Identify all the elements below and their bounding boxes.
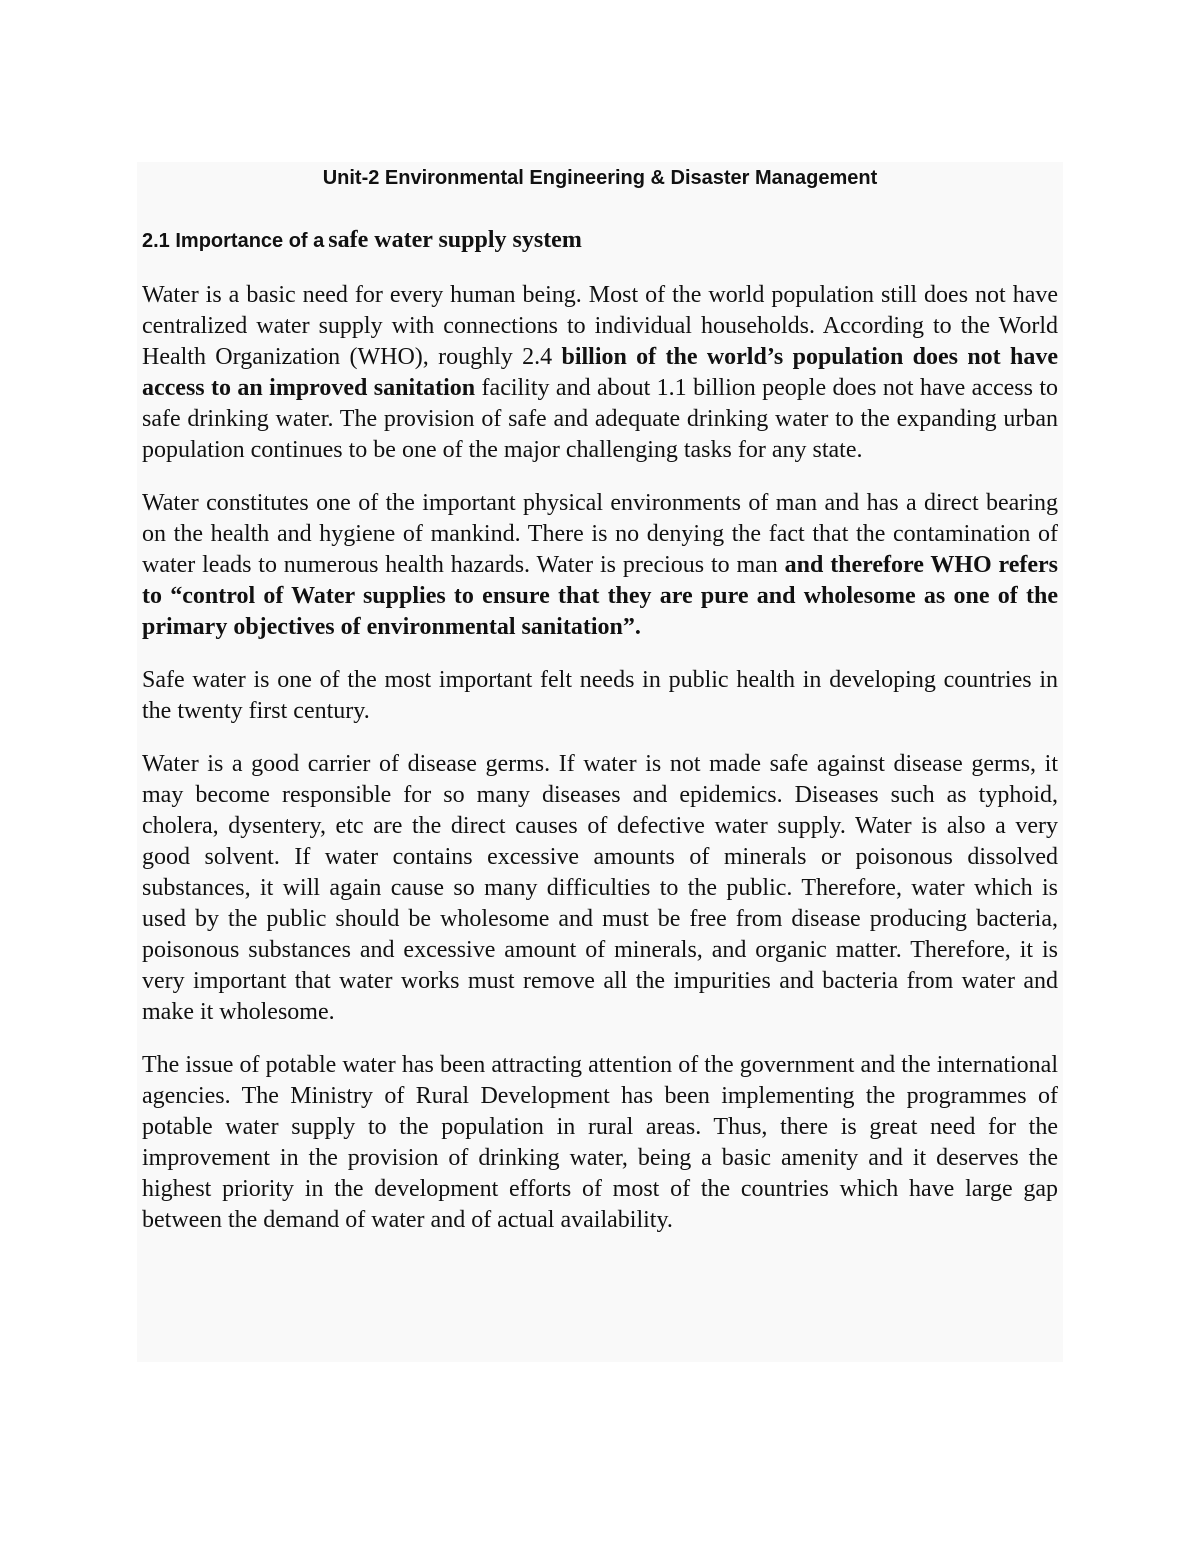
paragraph-5: The issue of potable water has been attracting attention of the government and the international agencies. The Ministry of Rural Development has been implementing the programmes of potable water supply to the population in rural areas. Thus, there is great need for the improvement in the provision of drinking water, being a basic amenity and it deserves the highest priority in the development efforts of most of the countries which have large gap between the demand of water and of actual availability.	[142, 1052, 1058, 1233]
section-heading	[142, 223, 1058, 260]
paragraph-4: Water is a good carrier of disease germs. If water is not made safe against disease germs, it may become responsible for so many diseases and epidemics. Diseases such as typhoid, cholera, dysentery, etc are the direct causes of defective water supply. Water is also a very good solvent. If water contains excessive amounts of minerals or poisonous dissolved substances, it will again cause so many difficulties to the public. Therefore, water which is used by the public should be wholesome and must be free from disease producing bacteria, poisonous substances and excessive amount of minerals, and organic matter. Therefore, it is very important that water works must remove all the impurities and bacteria from water and make it wholesome.	[142, 751, 1058, 1025]
text-block	[142, 164, 1058, 1258]
paragraph-1-rest: facility and about 1.1 billion people does not have access to safe drinking water. The provision of safe and adequate drinking water to the expanding urban population continues to be one of the major challenging tasks for any state.	[142, 375, 1059, 463]
section-title: safe water supply system	[328, 227, 582, 253]
paragraph-1	[142, 280, 1058, 466]
paragraph-1-emphasis: billion of the world’s population does not have access to an improved sanitation	[142, 344, 1058, 401]
paragraph-2-emphasis: and therefore WHO refers to “control of Water supplies to ensure that they are pure and wholesome as one of the primary objectives of environmental sanitation”.	[142, 552, 1059, 640]
paragraph-1-intro: Water is a basic need for every human being. Most of the world population still does not have centralized water supply with connections to individual households. According to the World Health Organization (WHO), roughly 2.4	[142, 282, 1058, 370]
paragraph-2-intro: Water constitutes one of the important physical environments of man and has a direct bearing on the health and hygiene of mankind. There is no denying the fact that the contamination of water leads to numerous health hazards. Water is precious to man	[142, 490, 1058, 578]
section-number: 2.1 Importance of a	[142, 230, 325, 252]
paragraph-3: Safe water is one of the most important felt needs in public health in developing countries in the twenty first century.	[142, 667, 1058, 724]
unit-title: Unit-2 Environmental Engineering & Disaster Management	[322, 167, 878, 189]
paragraph-2	[142, 488, 1058, 643]
